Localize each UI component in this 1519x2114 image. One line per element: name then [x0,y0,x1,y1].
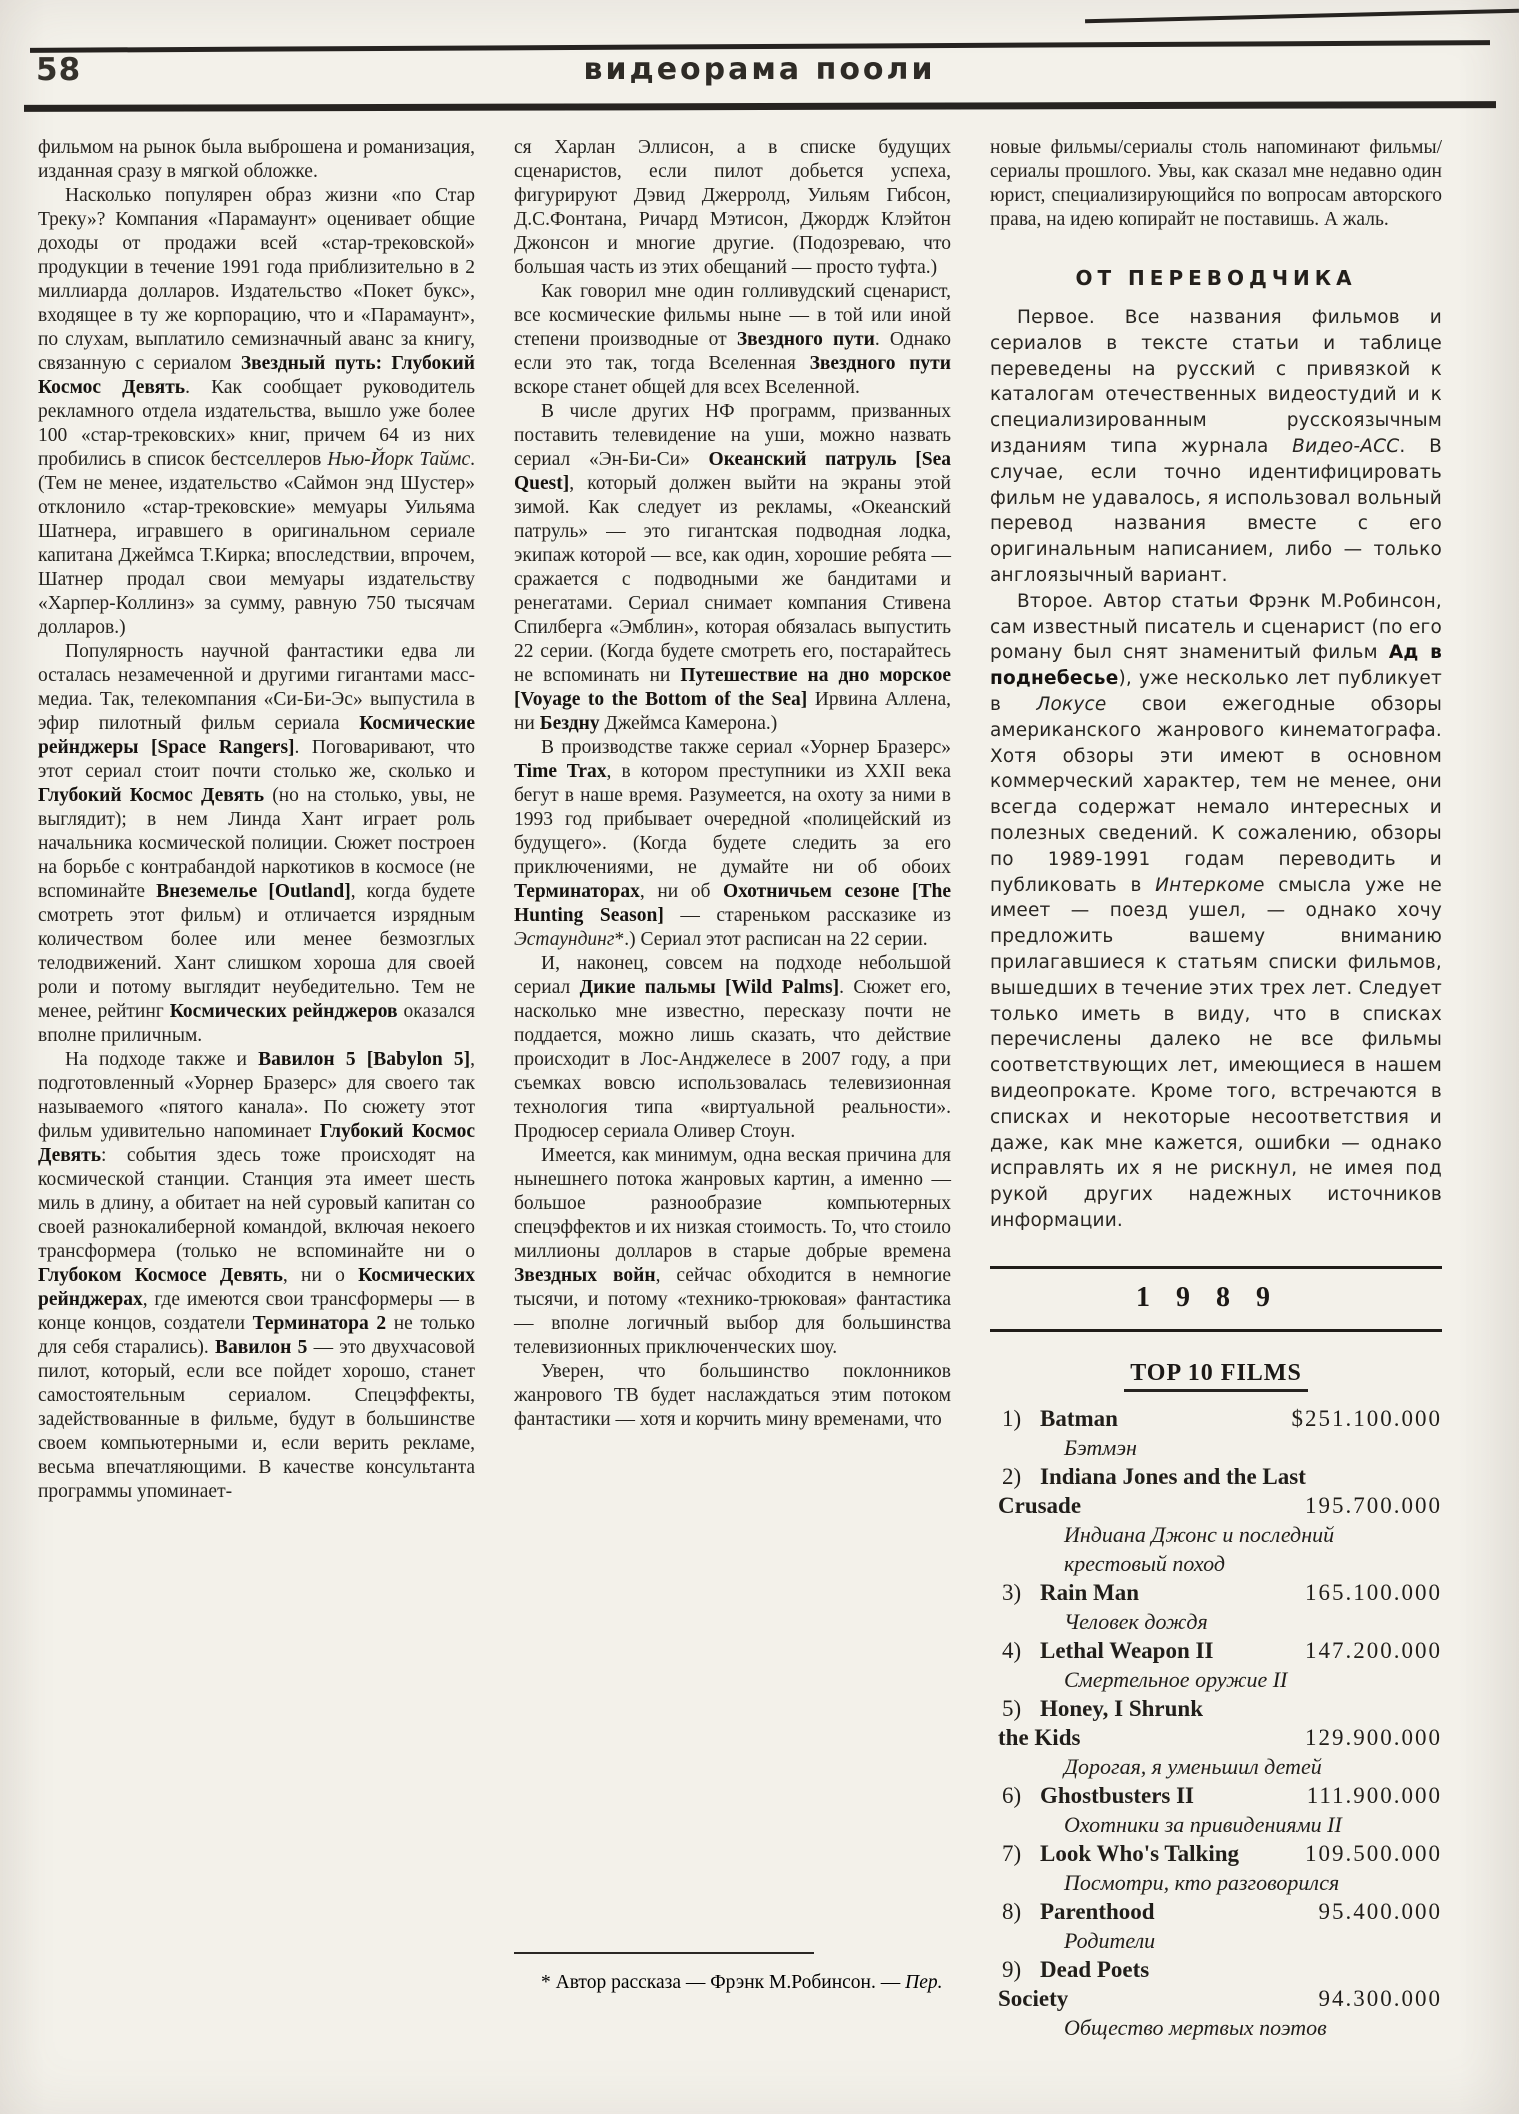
film-russian-title: Общество мертвых поэтов [1064,2015,1327,2040]
right-intro [990,136,1442,232]
film-rank: 5) [1002,1696,1022,1721]
paragraph [514,1360,951,1432]
text-run: Второе. Автор статьи Фрэнк М.Робинсон, сам известный писатель и сценарист (по его роману был снят знаменитый фильм [990,590,1442,664]
text-run: , ни об [639,881,723,902]
paragraph [38,184,475,640]
bold-run: Time Trax [514,761,607,782]
paragraph [990,305,1442,589]
page-number: 58 [36,52,82,88]
film-russian-title: Бэтмэн [1064,1435,1137,1460]
footnote-text [514,1968,951,1998]
text-run: фильмом на рынок была выброшена и романизация, изданная сразу в мягкой обложке. [38,137,475,182]
top10-heading: TOP 10 FILMS [1124,1360,1308,1392]
text-run: смысла уже не имеет — поезд ушел, — однако хочу предложить вашему вниманию прилагавшиеся к статьям списки фильмов, вышедших в течение этих трех лет. Следует только иметь в виду, что в списках перечислены далеко не все фильмы соответствующих лет, имеющиеся в нашем видеопрокате. Кроме того, встречаются в списках и некоторые несоответствия и даже, как мне кажется, ошибки — однако исправлять их я не рискнул, не имея под рукой других надежных источников информации. [990,874,1442,1231]
film-row [990,1897,1442,1926]
film-gross: 109.500.000 [1305,1841,1442,1866]
header-rule-top [30,40,1490,53]
italic-run: Нью-Йорк Таймс [327,449,471,470]
year-box [990,1266,1442,1332]
translator-heading: ОТ ПЕРЕВОДЧИКА [1075,266,1357,290]
film-gross: 94.300.000 [1318,1986,1442,2011]
top-edge-artifact-rule [1085,9,1519,24]
top10-heading-wrap [990,1360,1442,1392]
text-run: ), уже несколько лет публикует в [990,668,1442,715]
film-row-continuation [990,1984,1442,2013]
text-run: (но на столько, увы, не выглядит); в нем Линда Хант играет роль начальника космической полиции. Сюжет построен на борьбе с контрабандой наркотиков в космосе (не вспоминайте [38,785,475,902]
film-russian-title: Посмотри, кто разговорился [1064,1870,1340,1895]
text-run: не только для себя старались). [38,1313,476,1358]
column-middle [514,136,951,1432]
italic-run: Пер. [905,1972,943,1993]
film-gross: 165.100.000 [1305,1580,1442,1605]
text-run: , подготовленный «Уорнер Бразерс» для своего так называемого «пятого канала». По сюжету этот фильм удивительно напоминает [38,1049,476,1142]
film-gross: 147.200.000 [1305,1638,1442,1663]
italic-run: Эстаундинг [514,929,615,950]
film-title: Honey, I Shrunk [1040,1696,1203,1721]
film-title: Rain Man [1040,1580,1140,1605]
year-label: 1989 [1136,1282,1296,1313]
bold-run: Космических рейнджеров [169,1001,398,1022]
bold-run: Космических рейнджерах [38,1265,475,1310]
bold-run: Вавилон 5 [Babylon 5] [258,1049,471,1070]
film-russian-title: Человек дождя [1064,1609,1208,1634]
bold-run: Ад в поднебесье [990,642,1442,690]
film-row [990,1694,1442,1723]
bold-run: Звездного пути [809,353,951,374]
film-gross: 111.900.000 [1306,1783,1442,1808]
paragraph [990,589,1442,1234]
film-rank: 9) [1002,1957,1022,1982]
bold-run: Звездного пути [736,329,875,350]
paragraph [38,640,475,1048]
paragraph [514,1968,951,1998]
film-title: Lethal Weapon II [1040,1638,1214,1663]
text-run: свои ежегодные обзоры американского жанрового кинематографа. Хотя обзоры эти имеют в основном коммерческий характер, тем не менее, они всегда содержат немало интересных и полезных сведений. К сожалению, обзоры по 1989-1991 годам переводить и публиковать в [990,693,1442,896]
bold-run: Дикие пальмы [Wild Palms] [579,977,840,998]
footnote-rule [514,1952,814,1954]
film-rank: 3) [1002,1580,1022,1605]
film-title: Look Who's Talking [1040,1841,1240,1866]
header-title: видеорама пооли [583,52,936,87]
text-run: В числе других НФ программ, призванных поставить телевидение на уши, можно назвать сериал «Эн-Би-Си» [514,401,951,470]
text-run: В производстве также сериал «Уорнер Бразерс» [541,737,951,758]
text-run: . (Тем не менее, издательство «Саймон энд Шустер» отклонило «стар-трековские» мемуары Уильяма Шатнера, игравшего в оригинальном сериале капитана Джеймса Т.Кирка; впоследствии, впрочем, Шатнер продал свои мемуары издательству «Харпер-Коллинз» за сумму, равную 750 тысячам долларов.) [38,449,475,638]
footnote [514,1952,951,1998]
bold-run: Вавилон 5 [214,1337,308,1358]
paragraph [514,736,951,952]
text-run: . Однако если это так, тогда Вселенная [514,329,951,374]
film-row [990,1955,1442,1984]
film-title: Ghostbusters II [1040,1783,1195,1808]
text-run: Ирвина Аллена, ни [514,689,951,734]
bold-run: Глубокий Космос Девять [38,1121,476,1166]
text-run: ся Харлан Эллисон, а в списке будущих сценаристов, если пилот добьется успеха, фигурируют Дэвид Джерролд, Уильям Гибсон, Д.С.Фонтана, Ричард Мэтисон, Джордж Клэйтон Джонсон и многие другие. (Подозреваю, что большая часть из этих обещаний — просто туфта.) [514,137,951,278]
text-run: , в котором преступники из XXII века бегут в наше время. Разумеется, на охоту за ними в 1993 год прибывает очередной «полицейский из будущего». (Когда будете следить за его приключениями, не думайте ни об обоих [514,761,951,878]
paragraph [514,136,951,280]
bold-run: Внеземелье [Outland] [156,881,351,902]
bold-run: Бездну [539,713,600,734]
text-run: , ни о [282,1265,359,1286]
paragraph [514,280,951,400]
bold-run: Океанский патруль [Sea Quest] [514,449,951,494]
film-russian-title: Охотники за привидениями II [1064,1812,1342,1837]
film-row [990,1462,1442,1491]
film-gross: 95.400.000 [1318,1899,1442,1924]
text-run: Имеется, как минимум, одна веская причина для нынешнего потока жанровых картин, а именно — большое разнообразие компьютерных спецэффектов и их низкая стоимость. То, что стоило миллионы долларов в старые добрые времена [514,1145,951,1262]
text-run: Уверен, что большинство поклонников жанрового ТВ будет наслаждаться этим потоком фантастики — хотя и корчить мину временами, что [514,1361,951,1430]
film-gross: $251.100.000 [1291,1406,1442,1431]
film-row [990,1404,1442,1433]
paragraph [514,400,951,736]
italic-run: Интеркоме [1155,874,1265,896]
film-rank: 2) [1002,1464,1022,1489]
film-rank: 6) [1002,1783,1022,1808]
film-rank: 7) [1002,1841,1022,1866]
text-run: , когда будете смотреть этот фильм) и отличается изрядным количеством более или менее безмозглых телодвижений. Хант слишком хороша для своей роли и потому выглядит неубедительно. Тем не менее, рейтинг [38,881,475,1022]
text-run: Насколько популярен образ жизни «по Стар Треку»? Компания «Парамаунт» оценивает общие доходы от продажи всей «стар-трековской» продукции в течение 1991 года приблизительно в 2 миллиарда долларов. Издательство «Покет букс», входящее в ту же корпорацию, что и «Парамаунт», по слухам, выплатило семизначный аванс за книгу, связанную с сериалом [38,185,475,374]
film-row [990,1578,1442,1607]
bold-run: Охотничьем сезоне [The Hunting Season] [514,881,951,926]
bold-run: Космические рейнджеры [Space Rangers] [38,713,475,758]
italic-run: Видео-АСС [1292,435,1400,457]
film-list [990,1404,1442,2042]
text-run: . В случае, если точно идентифицировать фильм не удавалось, я использовал вольный перевод названия вместе с его оригинальным написанием, либо — только англоязычный вариант. [990,435,1442,586]
text-run: : события здесь тоже происходят на космической станции. Станция эта имеет шесть миль в длину, а обитает на ней суровый капитан со своей разнокалиберной командой, включая некоего трансформера (только не вспоминайте ни о [38,1145,475,1262]
film-row-continuation [990,1491,1442,1520]
text-run: оказался вполне приличным. [38,1001,475,1046]
film-russian-title: Смертельное оружие II [1064,1667,1288,1692]
bold-run: Терминатора 2 [252,1313,387,1334]
text-run: , который должен выйти на экраны этой зимой. Как следует из рекламы, «Океанский патруль» — это гигантская подводная лодка, экипаж которой — все, как один, хорошие ребята — сражается с подводными же бандитами и ренегатами. Сериал снимает компания Стивена Спилберга «Эмблин», которая обязалась выпустить 22 серии. (Когда будете смотреть его, постарайтесь не вспоминать ни [514,473,951,686]
text-run: , где имеются свои трансформеры — в конце концов, создатели [38,1289,475,1334]
column-right [990,136,1442,1234]
paragraph [990,136,1442,232]
text-run: Джеймса Камерона.) [599,713,778,734]
paragraph [38,1048,475,1504]
film-row-continuation [990,1723,1442,1752]
film-rank: 4) [1002,1638,1022,1663]
text-run: , сейчас обходится в немногие тысячи, и потому «технико-трюковая» фантастика — вполне логичный выбор для большинства телевизионных приключенческих шоу. [514,1265,951,1358]
film-title-continuation: Society [998,1986,1069,2011]
film-row [990,1781,1442,1810]
column-left [38,136,475,1504]
bold-run: Глубоком Космосе Девять [38,1265,283,1286]
film-title-continuation: the Kids [998,1725,1081,1750]
text-run: новые фильмы/сериалы столь напоминают фильмы/сериалы прошлого. Увы, как сказал мне недавно один юрист, специализирующийся по вопросам авторского права, на идею копирайт не поставишь. А жаль. [990,137,1442,230]
film-title: Parenthood [1040,1899,1155,1924]
translator-note [990,305,1442,1234]
text-run: — это двухчасовой пилот, который, если все пойдет хорошо, станет самостоятельным сериалом. Спецэффекты, задействованные в фильме, будут в большинстве своем компьютерными и, если верить рекламе, весьма впечатляющими. В качестве консультанта программы упоминает- [38,1337,475,1502]
film-rank: 8) [1002,1899,1022,1924]
text-run: Первое. Все названия фильмов и сериалов в тексте статьи и таблице переведены на русский с привязкой к каталогам отечественных видеостудий и к специализированным русскоязычным изданиям типа журнала [990,307,1442,457]
film-row [990,1839,1442,1868]
bold-run: Глубокий Космос Девять [38,785,265,806]
film-gross: 195.700.000 [1305,1493,1442,1518]
text-run: И, наконец, совсем на подходе небольшой сериал [514,953,951,998]
paragraph [38,136,475,184]
paragraph [514,1144,951,1360]
film-rank: 1) [1002,1406,1022,1431]
film-russian-title: Индиана Джонс и последний крестовый поход [1064,1522,1335,1576]
header-rule-bottom [24,101,1496,112]
film-title-continuation: Crusade [998,1493,1082,1518]
film-gross: 129.900.000 [1305,1725,1442,1750]
text-run: Как говорил мне один голливудский сценарист, все космические фильмы ныне — в той или иной степени производные от [514,281,951,350]
bold-run: Звездный путь: Глубокий Космос Девять [38,353,475,398]
text-run: *.) Сериал этот расписан на 22 серии. [614,929,928,950]
text-run: . Поговаривают, что этот сериал стоит почти столько же, сколько и [38,737,475,782]
film-row [990,1636,1442,1665]
text-run: вскоре станет общей для всех Вселенной. [514,377,860,398]
film-russian-title: Дорогая, я уменьшил детей [1064,1754,1322,1779]
bold-run: Терминаторах [514,881,640,902]
text-run: . Как сообщает руководитель рекламного отдела издательства, вышло уже более 100 «стар-трековских» книг, причем 64 из них пробились в список бестселлеров [38,377,475,470]
film-title: Indiana Jones and the Last [1040,1464,1306,1489]
film-russian-title: Родители [1064,1928,1156,1953]
bold-run: Путешествие на дно морское [Voyage to the Bottom of the Sea] [514,665,951,710]
text-run: На подходе также и [65,1049,259,1070]
italic-run: Локусе [1036,693,1107,715]
bold-run: Звездных войн [514,1265,656,1286]
text-run: . Сюжет его, насколько мне известно, пересказу почти не поддается, можно лишь сказать, что действие происходит в Лос-Анджелесе в 2007 году, а при съемках вовсю использовалась телевизионная технология типа «виртуальной реальности». Продюсер сериала Оливер Стоун. [514,977,951,1142]
text-run: * Автор рассказа — Фрэнк М.Робинсон. — [541,1972,906,1993]
text-run: — стареньком рассказике из [663,905,951,926]
film-title: Dead Poets [1040,1957,1150,1982]
paragraph [514,952,951,1144]
film-title: Batman [1040,1406,1118,1431]
text-run: Популярность научной фантастики едва ли осталась незамеченной и другими гигантами масс-медиа. Так, телекомпания «Си-Би-Эс» выпустила в эфир пилотный фильм сериала [38,641,475,734]
